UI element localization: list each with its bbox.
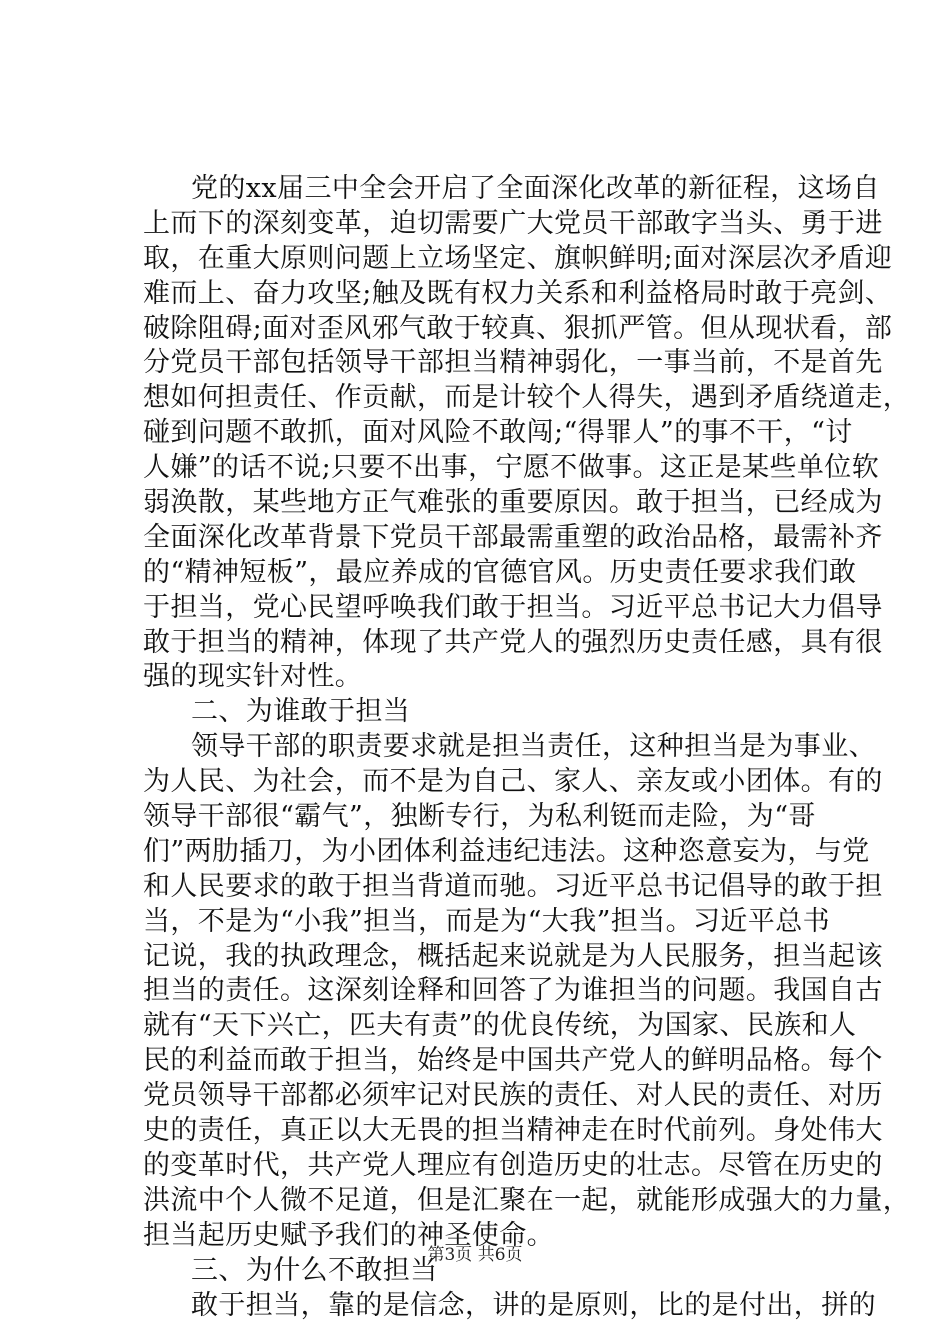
text-line: 取，在重大原则问题上立场坚定、旗帜鲜明;面对深层次矛盾迎 (143, 242, 893, 274)
text-line: 党员领导干部都必须牢记对民族的责任、对人民的责任、对历 (143, 1080, 883, 1112)
text-line: 全面深化改革背景下党员干部最需重塑的政治品格，最需补齐 (143, 521, 883, 553)
text-line: 和人民要求的敢于担当背道而驰。习近平总书记倡导的敢于担 (143, 870, 883, 902)
text-line: 难而上、奋力攻坚;触及既有权力关系和利益格局时敢于亮剑、 (143, 277, 893, 309)
text-line: 的“精神短板”，最应养成的官德官风。历史责任要求我们敢 (143, 556, 857, 588)
text-line: 于担当，党心民望呼唤我们敢于担当。习近平总书记大力倡导 (143, 591, 883, 623)
text-line: 人嫌”的话不说;只要不出事，宁愿不做事。这正是某些单位软 (143, 452, 880, 484)
text-line: 敢于担当，靠的是信念，讲的是原则，比的是付出，拼的 (191, 1289, 876, 1321)
text-line: 当，不是为“小我”担当，而是为“大我”担当。习近平总书 (143, 905, 831, 937)
text-line: 为人民、为社会，而不是为自己、家人、亲友或小团体。有的 (143, 766, 883, 798)
page-footer: 第3页 共6页 (427, 1245, 523, 1265)
text-line: 弱涣散，某些地方正气难张的重要原因。敢于担当，已经成为 (143, 487, 883, 519)
text-line: 洪流中个人微不足道，但是汇聚在一起，就能形成强大的力量， (143, 1184, 911, 1216)
text-line: 就有“天下兴亡，匹夫有责”的优良传统，为国家、民族和人 (143, 1010, 857, 1042)
text-line: 们”两肋插刀，为小团体利益违纪违法。这种恣意妄为，与党 (143, 835, 870, 867)
text-line: 担当起历史赋予我们的神圣使命。 (143, 1219, 554, 1251)
text-line: 破除阻碍;面对歪风邪气敢于较真、狠抓严管。但从现状看，部 (143, 312, 893, 344)
text-line: 敢于担当的精神，体现了共产党人的强烈历史责任感，具有很 (143, 626, 883, 658)
text-line: 强的现实针对性。 (143, 661, 363, 693)
text-line: 想如何担责任、作贡献，而是计较个人得失，遇到矛盾绕道走， (143, 382, 911, 414)
document-body (143, 172, 911, 1323)
text-line: 的变革时代，共产党人理应有创造历史的壮志。尽管在历史的 (143, 1149, 883, 1181)
text-line: 民的利益而敢于担当，始终是中国共产党人的鲜明品格。每个 (143, 1045, 883, 1077)
text-line: 分党员干部包括领导干部担当精神弱化，一事当前，不是首先 (143, 347, 883, 379)
text-line: 领导干部很“霸气”，独断专行，为私利铤而走险，为“哥 (143, 801, 816, 833)
text-line: 担当的责任。这深刻诠释和回答了为谁担当的问题。我国自古 (143, 975, 883, 1007)
text-line: 史的责任，真正以大无畏的担当精神走在时代前列。身处伟大 (143, 1115, 883, 1147)
text-line: 领导干部的职责要求就是担当责任，这种担当是为事业、 (191, 731, 876, 763)
text-line: 二、为谁敢于担当 (191, 696, 411, 728)
text-line: 党的xx届三中全会开启了全面深化改革的新征程，这场自 (191, 173, 880, 204)
text-line: 上而下的深刻变革，迫切需要广大党员干部敢字当头、勇于进 (143, 207, 883, 239)
text-line: 记说，我的执政理念，概括起来说就是为人民服务，担当起该 (143, 940, 883, 972)
text-line: 碰到问题不敢抓，面对风险不敢闯;“得罪人”的事不干，“讨 (143, 417, 853, 449)
text-line: 三、为什么不敢担当 (191, 1254, 438, 1286)
